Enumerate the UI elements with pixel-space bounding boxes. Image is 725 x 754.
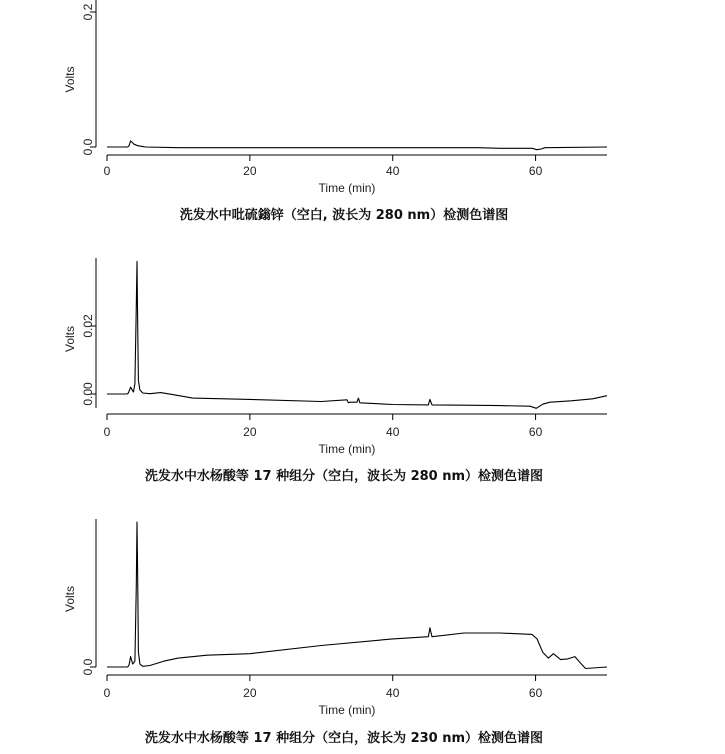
x-tick-label: 40 — [386, 164, 400, 178]
x-tick-label: 20 — [243, 425, 257, 439]
chart-panel-1 — [63, 0, 607, 223]
chromatogram-trace — [107, 522, 607, 669]
x-tick-label: 40 — [386, 425, 400, 439]
y-tick-label: 0.2 — [81, 3, 95, 21]
x-tick-label: 60 — [528, 425, 543, 439]
x-tick-label: 40 — [386, 686, 400, 700]
x-tick-label: 0 — [103, 425, 111, 439]
chromatogram-trace — [107, 261, 607, 408]
chart-caption: 洗发水中吡硫鎓锌（空白, 波长为 280 nm）检测色谱图 — [179, 208, 509, 223]
y-axis-title: Volts — [63, 325, 77, 353]
chart-caption: 洗发水中水杨酸等 17 种组分（空白，波长为 230 nm）检测色谱图 — [144, 731, 544, 746]
y-axis-title: Volts — [63, 585, 77, 613]
x-axis-title: Time (min) — [318, 703, 376, 717]
x-tick-label: 20 — [243, 164, 257, 178]
y-tick-label: 0.0 — [81, 658, 95, 676]
chart-panel-2 — [63, 258, 607, 484]
x-tick-label: 0 — [103, 686, 111, 700]
x-axis-title: Time (min) — [318, 181, 376, 195]
y-tick-label: 0.00 — [81, 382, 95, 406]
y-tick-label: 0.02 — [81, 314, 95, 338]
chart-panel-3 — [63, 519, 607, 746]
chart-caption: 洗发水中水杨酸等 17 种组分（空白，波长为 280 nm）检测色谱图 — [144, 469, 544, 484]
x-tick-label: 60 — [528, 164, 543, 178]
x-tick-label: 20 — [243, 686, 257, 700]
y-axis-title: Volts — [63, 66, 77, 93]
x-tick-label: 0 — [103, 164, 111, 178]
chromatogram-trace — [107, 141, 607, 150]
x-axis-title: Time (min) — [318, 442, 376, 456]
y-tick-label: 0.0 — [81, 138, 95, 156]
x-tick-label: 60 — [528, 686, 543, 700]
